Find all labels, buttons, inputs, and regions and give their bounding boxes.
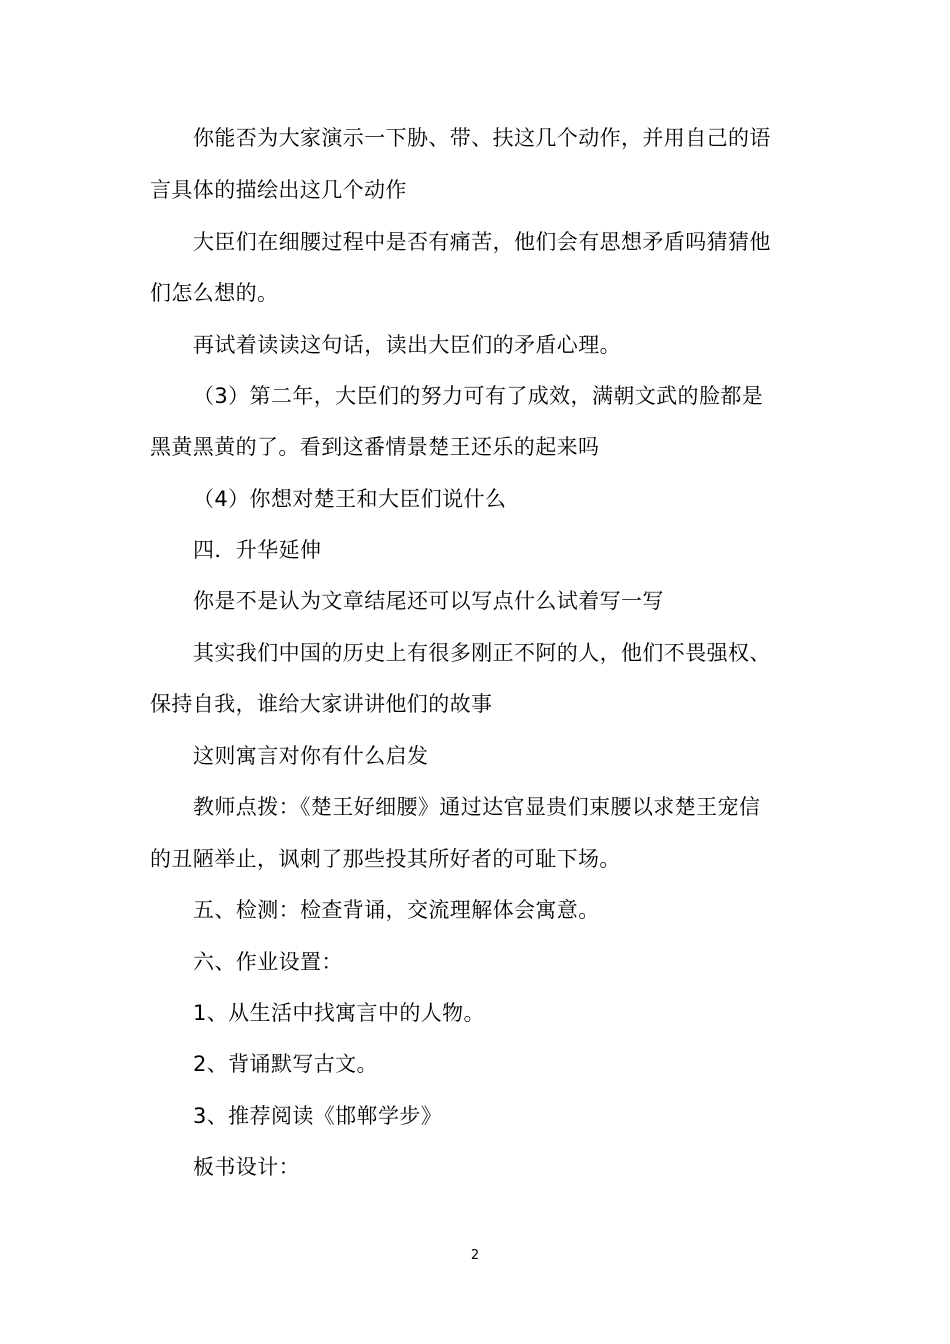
paragraph-line: 大臣们在细腰过程中是否有痛苦，他们会有思想矛盾吗猜猜他	[193, 230, 771, 254]
paragraph-line: 们怎么想的。	[150, 281, 279, 305]
section-heading: 板书设计：	[193, 1155, 300, 1179]
paragraph-line: 黑黄黑黄的了。看到这番情景楚王还乐的起来吗	[150, 435, 600, 459]
section-heading: 四．升华延伸	[193, 538, 322, 562]
list-item: 3、推荐阅读《邯郸学步》	[193, 1104, 443, 1128]
list-item: 2、背诵默写古文。	[193, 1052, 378, 1076]
section-heading: 六、作业设置：	[193, 950, 343, 974]
paragraph-line: 保持自我，谁给大家讲讲他们的故事	[150, 692, 493, 716]
paragraph-line: 这则寓言对你有什么启发	[193, 744, 429, 768]
paragraph-line: 言具体的描绘出这几个动作	[150, 178, 407, 202]
paragraph-line: （4）你想对楚王和大臣们说什么	[193, 487, 507, 511]
section-heading: 五、检测：检查背诵，交流理解体会寓意。	[193, 898, 600, 922]
paragraph-line: 教师点拨：《楚王好细腰》通过达官显贵们束腰以求楚王宠信	[193, 795, 761, 819]
paragraph-line: 其实我们中国的历史上有很多刚正不阿的人，他们不畏强权、	[193, 641, 771, 665]
page-number: 2	[470, 1248, 480, 1263]
paragraph-line: 你能否为大家演示一下胁、带、扶这几个动作，并用自己的语	[193, 126, 771, 150]
paragraph-line: （3）第二年，大臣们的努力可有了成效，满朝文武的脸都是	[193, 384, 764, 408]
paragraph-line: 的丑陋举止，讽刺了那些投其所好者的可耻下场。	[150, 847, 621, 871]
list-item: 1、从生活中找寓言中的人物。	[193, 1001, 485, 1025]
paragraph-line: 你是不是认为文章结尾还可以写点什么试着写一写	[193, 589, 664, 613]
paragraph-line: 再试着读读这句话，读出大臣们的矛盾心理。	[193, 333, 621, 357]
